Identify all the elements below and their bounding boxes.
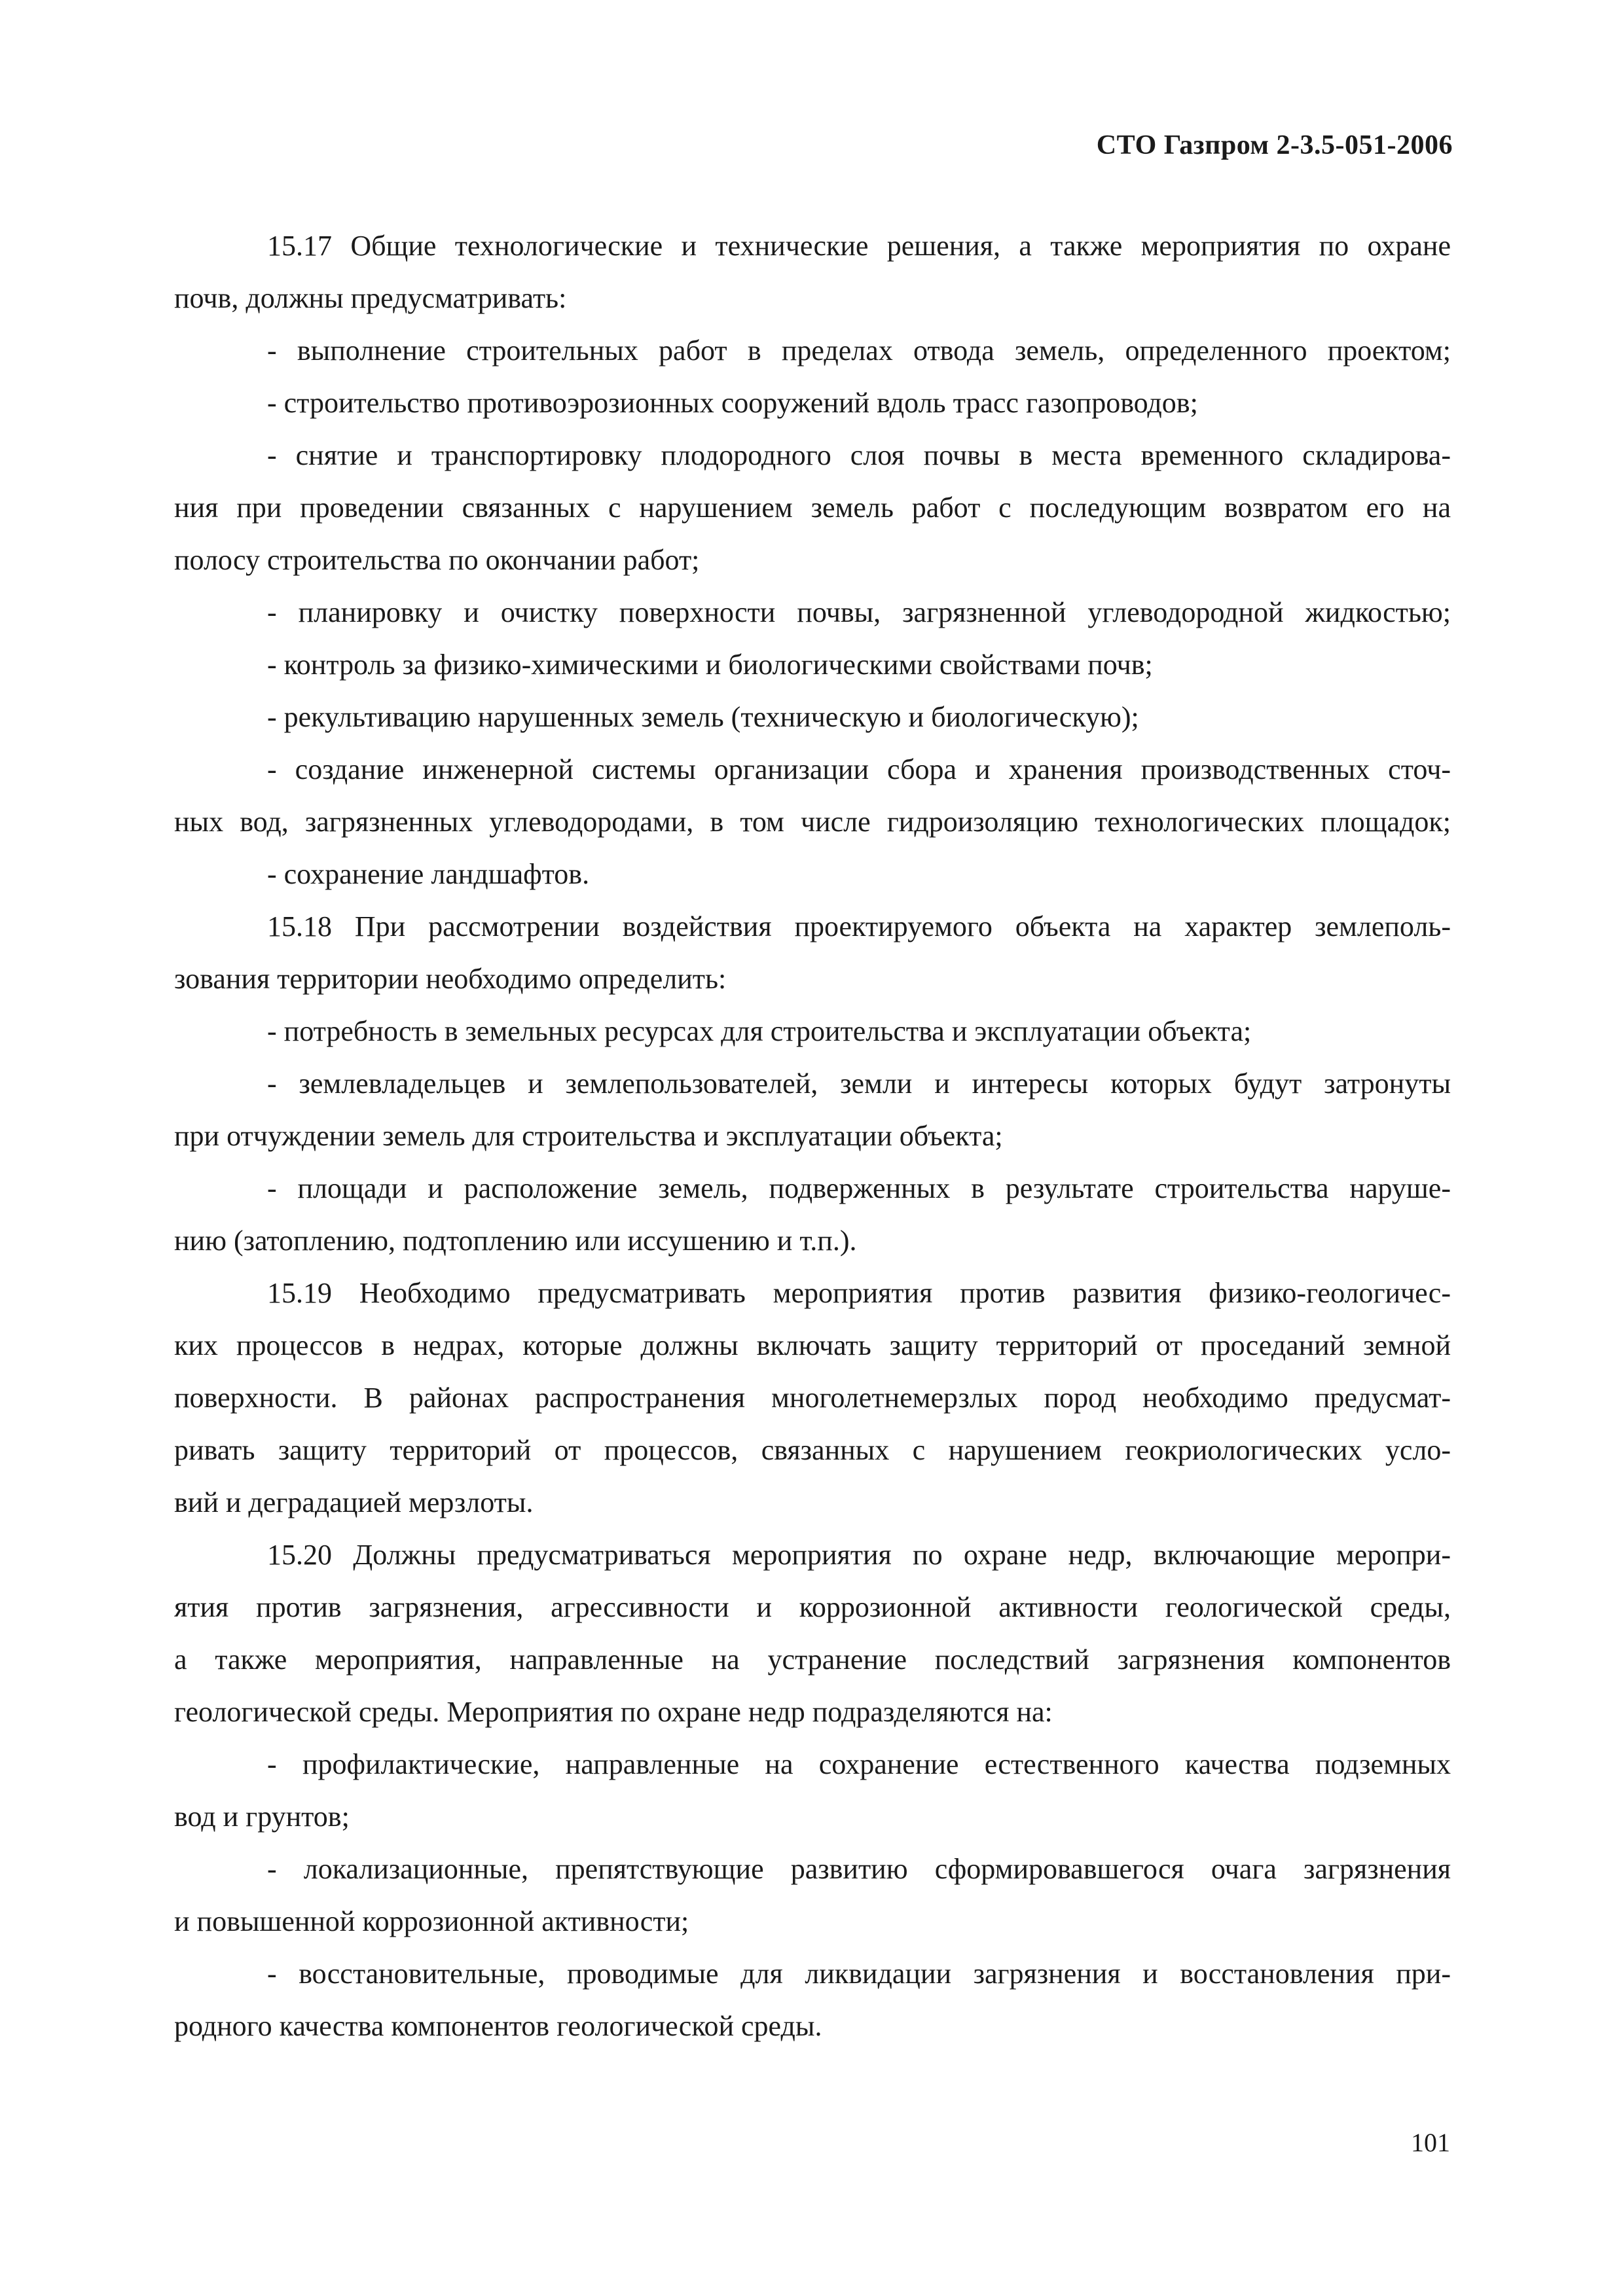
text-line: - рекультивацию нарушенных земель (техническую и биологическую); [267,701,1139,733]
text-line: зования территории необходимо определить: [174,963,727,995]
text-line: - создание инженерной системы организации сбора и хранения производственных сточ- [267,753,1451,785]
text-line: поверхности. В районах распространения многолетнемерзлых пород необходимо предусмат- [174,1382,1451,1414]
text-line: - сохранение ландшафтов. [267,858,590,890]
text-line: и повышенной коррозионной активности; [174,1905,689,1937]
text-line: ких процессов в недрах, которые должны включать защиту территорий от проседаний земной [174,1329,1451,1361]
text-line: ятия против загрязнения, агрессивности и коррозионной активности геологической среды, [174,1591,1451,1623]
text-line: 15.18 При рассмотрении воздействия проектируемого объекта на характер землеполь- [267,910,1451,942]
document-body [174,220,1451,2053]
text-line: почв, должны предусматривать: [174,282,567,314]
text-line: 15.17 Общие технологические и технические решения, а также мероприятия по охране [267,230,1451,262]
text-line: - контроль за физико-химическими и биологическими свойствами почв; [267,649,1153,681]
text-line: - планировку и очистку поверхности почвы, загрязненной углеводородной жидкостью; [267,596,1451,628]
text-line: - строительство противоэрозионных сооружений вдоль трасс газопроводов; [267,387,1198,419]
text-line: вий и деградацией мерзлоты. [174,1486,534,1518]
document-header: СТО Газпром 2-3.5-051-2006 [1096,130,1453,160]
text-line: - профилактические, направленные на сохранение естественного качества подземных [267,1748,1451,1780]
text-line: - потребность в земельных ресурсах для строительства и эксплуатации объекта; [267,1015,1252,1047]
text-line: - выполнение строительных работ в пределах отвода земель, определенного проектом; [267,334,1451,367]
text-line: - площади и расположение земель, подверженных в результате строительства наруше- [267,1172,1451,1204]
text-line: геологической среды. Мероприятия по охране недр подразделяются на: [174,1696,1053,1728]
text-line: - снятие и транспортировку плодородного слоя почвы в места временного складирова- [267,439,1451,471]
text-line: а также мероприятия, направленные на устранение последствий загрязнения компонентов [174,1643,1451,1676]
page-number: 101 [1411,2128,1450,2157]
text-line: ния при проведении связанных с нарушением земель работ с последующим возвратом его на [174,492,1451,524]
text-line: нию (затоплению, подтоплению или иссушению и т.п.). [174,1225,857,1257]
text-line: 15.20 Должны предусматриваться мероприятия по охране недр, включающие меропри- [267,1539,1451,1571]
text-line: - восстановительные, проводимые для ликвидации загрязнения и восстановления при- [267,1958,1451,1990]
text-line: ривать защиту территорий от процессов, связанных с нарушением геокриологических усло- [174,1434,1451,1466]
text-line: - локализационные, препятствующие развитию сформировавшегося очага загрязнения [267,1853,1451,1885]
text-line: родного качества компонентов геологической среды. [174,2010,822,2042]
text-line: ных вод, загрязненных углеводородами, в том числе гидроизоляцию технологических площадок; [174,806,1451,838]
text-line: при отчуждении земель для строительства и эксплуатации объекта; [174,1120,1003,1152]
text-line: полосу строительства по окончании работ; [174,544,700,576]
text-line: - землевладельцев и землепользователей, земли и интересы которых будут затронуты [267,1067,1451,1100]
text-line: 15.19 Необходимо предусматривать мероприятия против развития физико-геологичес- [267,1277,1451,1309]
text-line: вод и грунтов; [174,1801,350,1833]
